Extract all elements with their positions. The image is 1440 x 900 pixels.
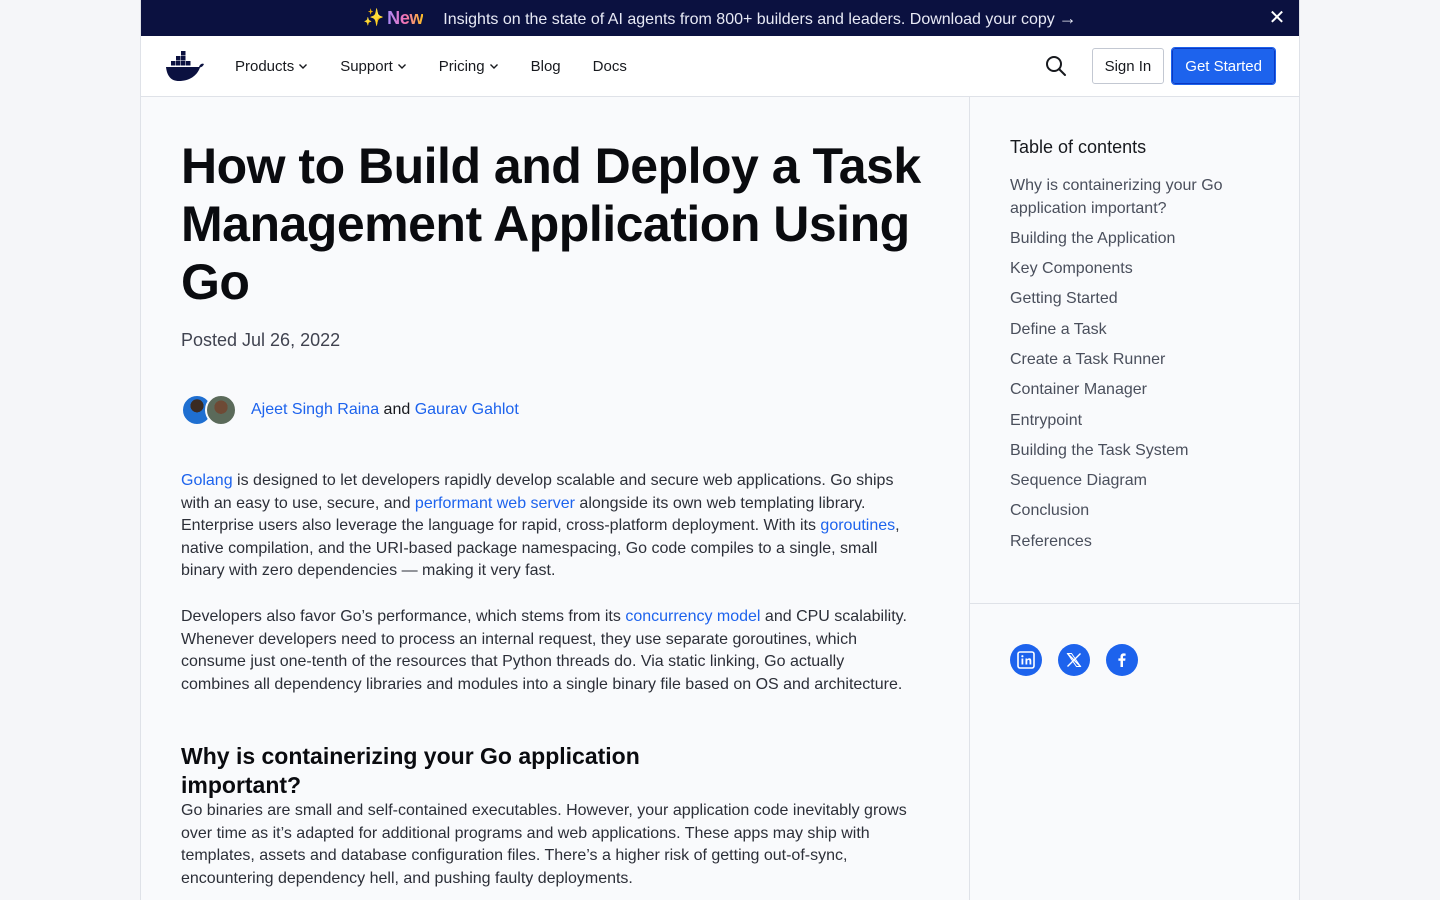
sparkle-icon: ✨ — [363, 8, 385, 27]
x-icon[interactable] — [1058, 644, 1090, 676]
table-of-contents — [970, 97, 1300, 604]
nav-pricing[interactable] — [439, 58, 499, 75]
banner-message-text[interactable]: Insights on the state of AI agents from 800+ builders and leaders. Download your copy — [443, 10, 1055, 28]
sidebar — [969, 97, 1300, 900]
nav-support[interactable] — [340, 58, 407, 75]
author-line — [251, 401, 519, 419]
new-label: New — [387, 7, 424, 28]
article-title: How to Build and Deploy a Task Management Application Using Go — [181, 138, 921, 310]
nav-docs-label[interactable]: Docs — [592, 57, 627, 75]
concurrency-model-link[interactable]: concurrency model — [625, 608, 761, 625]
banner-message[interactable] — [443, 8, 1076, 29]
toc-item[interactable]: Entrypoint — [1010, 411, 1083, 429]
toc-item[interactable]: Getting Started — [1010, 290, 1118, 308]
nav-support-label[interactable]: Support — [340, 57, 393, 75]
authors — [181, 394, 519, 426]
author-link-2[interactable]: Gaurav Gahlot — [414, 401, 519, 418]
paragraph-text: , native compilation, and the URI-based package namespacing, Go code compiles to a single, small binary with zero dependencies — making it very fast. — [181, 517, 900, 579]
toc-item[interactable]: Building the Application — [1010, 229, 1176, 247]
paragraph-performance — [181, 606, 911, 696]
nav-products-label[interactable]: Products — [235, 57, 295, 75]
article — [141, 97, 969, 900]
paragraph-text: alongside its own web templating library. Enterprise users also leverage the language for rapid, cross-platform deployment. With its — [181, 494, 866, 534]
get-started-button[interactable]: Get Started — [1172, 48, 1275, 84]
top-nav — [141, 36, 1299, 97]
author-join: and — [383, 401, 411, 418]
page-frame — [140, 0, 1300, 900]
posted-date: Posted Jul 26, 2022 — [181, 330, 341, 350]
arrow-right-icon[interactable]: → — [1058, 7, 1077, 28]
toc-item[interactable]: Sequence Diagram — [1010, 472, 1147, 490]
author-link-1[interactable]: Ajeet Singh Raina — [251, 401, 380, 418]
paragraph-text: Developers also favor Go’s performance, which stems from its — [181, 608, 626, 625]
toc-item[interactable]: Why is containerizing your Go application important? — [1010, 177, 1223, 217]
search-icon[interactable] — [1044, 54, 1068, 78]
golang-link[interactable]: Golang — [181, 472, 233, 489]
docker-logo-icon[interactable] — [165, 51, 205, 83]
paragraph-text: and CPU scalability. Whenever developers need to process an internal request, they use separate goroutines, which consume just one-tenth of the resources that Python threads do. Via static linking, Go actually combines all dependency libraries and modules into a single binary file based on OS and architecture. — [181, 608, 907, 693]
avatar — [205, 394, 237, 426]
toc-title: Table of contents — [1010, 137, 1147, 157]
toc-item[interactable]: Conclusion — [1010, 502, 1090, 520]
section-heading: Why is containerizing your Go application important? — [181, 743, 640, 798]
toc-item[interactable]: Create a Task Runner — [1010, 350, 1166, 368]
nav-products[interactable] — [235, 58, 308, 75]
goroutines-link[interactable]: goroutines — [820, 517, 896, 534]
chevron-down-icon — [397, 61, 407, 71]
new-tag — [363, 8, 423, 29]
toc-item[interactable]: Key Components — [1010, 260, 1133, 278]
toc-item[interactable]: Define a Task — [1010, 320, 1107, 338]
nav-blog-label[interactable]: Blog — [530, 57, 561, 75]
social-share — [970, 604, 1300, 676]
web-server-link[interactable]: performant web server — [414, 494, 575, 512]
nav-docs[interactable] — [593, 58, 627, 75]
toc-item[interactable]: Building the Task System — [1010, 441, 1189, 459]
nav-pricing-label[interactable]: Pricing — [438, 57, 485, 75]
close-banner-button[interactable]: ✕ — [1268, 7, 1286, 29]
toc-item[interactable]: Container Manager — [1010, 381, 1147, 399]
paragraph-text: is designed to let developers rapidly develop scalable and secure web applications. Go ships with an easy to use, secure, and — [181, 472, 894, 512]
author-avatars — [181, 394, 239, 426]
linkedin-icon[interactable] — [1010, 644, 1042, 676]
paragraph-containerizing: Go binaries are small and self-contained executables. However, your application code inevitably grows over time as it’s adapted for additional programs and web applications. These apps may ship with templates, assets and database configuration files. There’s a higher risk of getting out-of-sync, encountering dependency hell, and pushing faulty deployments. — [181, 802, 907, 887]
nav-blog[interactable] — [531, 58, 561, 75]
nav-actions — [1044, 48, 1275, 84]
toc-item[interactable]: References — [1010, 532, 1092, 550]
sign-in-button[interactable]: Sign In — [1092, 48, 1165, 84]
facebook-icon[interactable] — [1106, 644, 1138, 676]
paragraph-intro — [181, 470, 911, 583]
announcement-banner — [141, 0, 1299, 36]
chevron-down-icon — [298, 61, 308, 71]
main-menu — [235, 36, 659, 96]
chevron-down-icon — [489, 61, 499, 71]
